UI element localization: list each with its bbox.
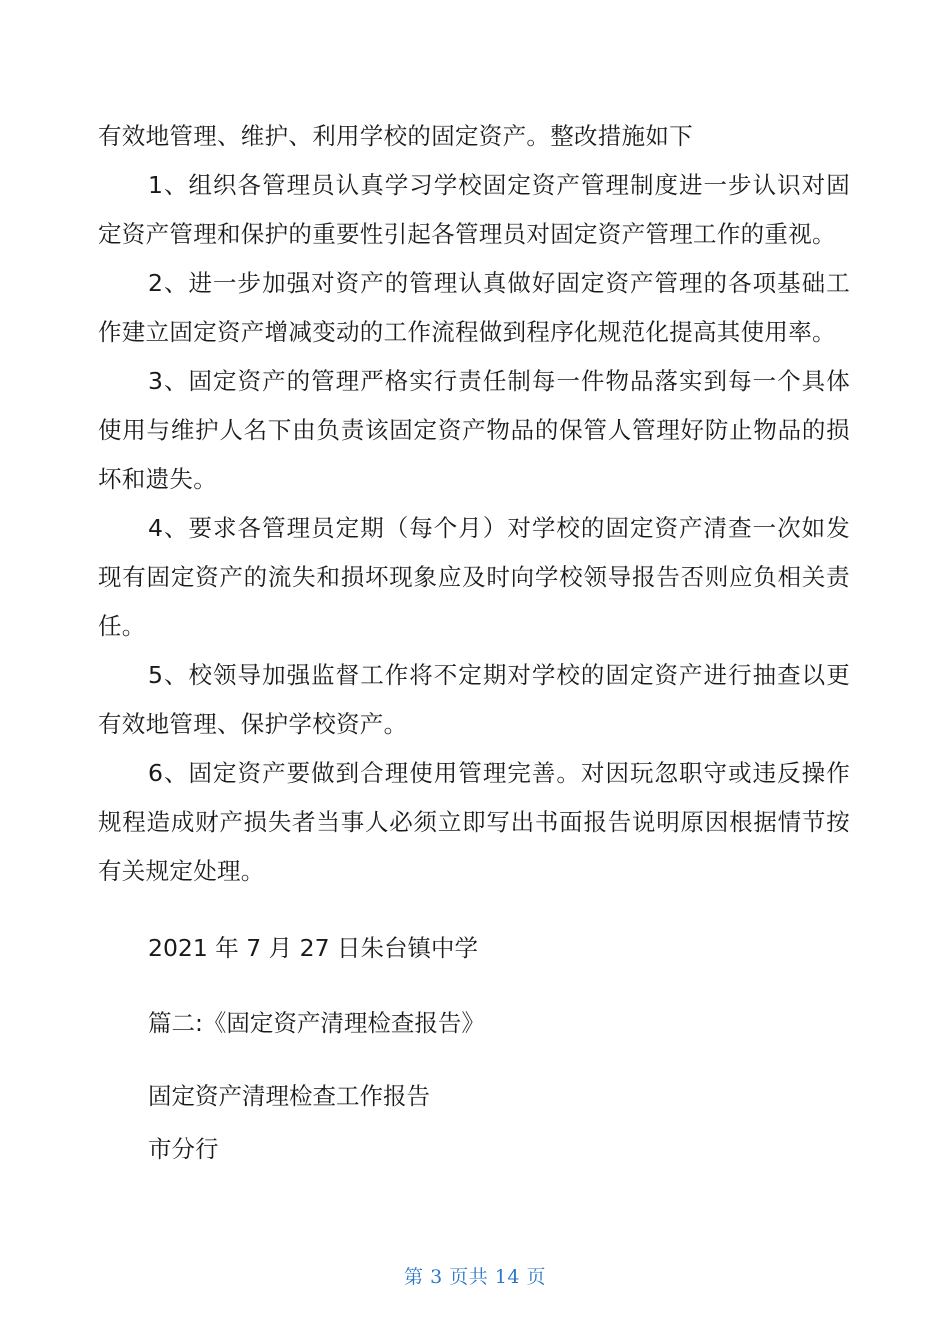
paragraph-measure-5: 5、校领导加强监督工作将不定期对学校的固定资产进行抽查以更有效地管理、保护学校资产。 bbox=[98, 661, 850, 738]
document-body bbox=[98, 112, 850, 1174]
paragraph-measure-1: 1、组织各管理员认真学习学校固定资产管理制度进一步认识对固定资产管理和保护的重要性引起各管理员对固定资产管理工作的重视。 bbox=[98, 171, 850, 248]
report-title: 固定资产清理检查工作报告 bbox=[148, 1081, 430, 1110]
section-title: 篇二:《固定资产清理检查报告》 bbox=[148, 1009, 485, 1037]
date-signature-line: 2021 年 7 月 27 日朱台镇中学 bbox=[148, 934, 479, 962]
page-number-footer: 第 3 页共 14 页 bbox=[404, 1266, 546, 1288]
paragraph-measure-2: 2、进一步加强对资产的管理认真做好固定资产管理的各项基础工作建立固定资产增减变动的工作流程做到程序化规范化提高其使用率。 bbox=[98, 269, 850, 346]
paragraph-measure-6: 6、固定资产要做到合理使用管理完善。对因玩忽职守或违反操作规程造成财产损失者当事人必须立即写出书面报告说明原因根据情节按有关规定处理。 bbox=[98, 759, 850, 885]
paragraph-measure-4: 4、要求各管理员定期（每个月）对学校的固定资产清查一次如发现有固定资产的流失和损坏现象应及时向学校领导报告否则应负相关责任。 bbox=[98, 514, 850, 640]
recipient-line: 市分行 bbox=[148, 1134, 219, 1163]
paragraph-intro: 有效地管理、维护、利用学校的固定资产。整改措施如下 bbox=[98, 122, 693, 150]
paragraph-measure-3: 3、固定资产的管理严格实行责任制每一件物品落实到每一个具体使用与维护人名下由负责该固定资产物品的保管人管理好防止物品的损坏和遗失。 bbox=[98, 367, 850, 493]
